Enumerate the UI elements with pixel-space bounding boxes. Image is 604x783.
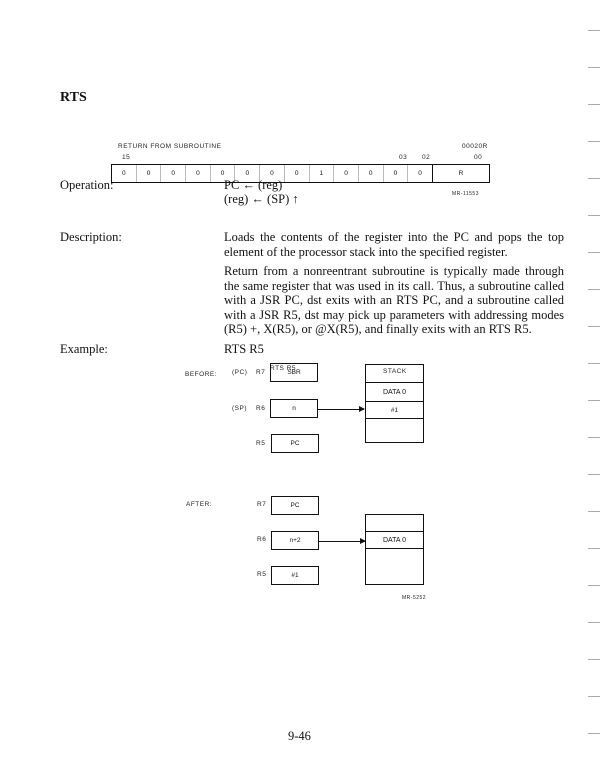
- margin-mark: [588, 474, 600, 475]
- after-label: AFTER:: [186, 501, 213, 508]
- margin-mark: [588, 363, 600, 364]
- stack-label: STACK: [383, 368, 407, 375]
- r7-label: R7: [256, 369, 266, 376]
- bit-label-00: 00: [474, 154, 483, 161]
- r6-label: R6: [256, 405, 266, 412]
- bit-label-03: 03: [399, 154, 408, 161]
- margin-mark: [588, 400, 600, 401]
- margin-mark: [588, 437, 600, 438]
- bit: 0: [285, 165, 310, 182]
- bit: 0: [112, 165, 137, 182]
- bit: 0: [384, 165, 409, 182]
- r6-label: R6: [257, 536, 267, 543]
- operation-line: (reg) ← (SP) ↑: [224, 192, 299, 206]
- example-text: RTS R5: [224, 342, 264, 356]
- before-label: BEFORE:: [185, 371, 218, 378]
- bit-label-02: 02: [422, 154, 431, 161]
- stack-cell: [366, 549, 423, 584]
- register-r6-after: n+2: [271, 531, 319, 550]
- operation-line: PC ← (reg): [224, 178, 283, 192]
- stack-cell: DATA 0: [366, 532, 423, 549]
- margin-mark: [588, 548, 600, 549]
- bit: 0: [137, 165, 162, 182]
- pointer-arrow: [319, 541, 365, 542]
- figure-id: MR-11553: [452, 191, 479, 197]
- margin-mark: [588, 659, 600, 660]
- margin-mark: [588, 585, 600, 586]
- figure-id: MR-5252: [402, 595, 427, 601]
- stack-before: [365, 364, 424, 443]
- description-paragraph: Return from a nonreentrant subroutine is typically made through the same register that was used in its call. Thus, a subroutine called with a JSR PC, dst exits with an RTS PC, and a subroutine called with a JSR R5, dst may pick up parameters with addressing modes (R5) +, X(R5), or @X(R5), and finally exits with an RTS R5.: [224, 264, 564, 336]
- margin-mark: [588, 67, 600, 68]
- stack-cell: [366, 419, 423, 442]
- margin-mark: [588, 511, 600, 512]
- r7-label: R7: [257, 501, 267, 508]
- margin-mark: [588, 215, 600, 216]
- bit-label-15: 15: [122, 154, 131, 161]
- diagram-caption: RTS R5: [270, 365, 296, 372]
- bit: 0: [211, 165, 236, 182]
- bit: 0: [260, 165, 285, 182]
- margin-mark: [588, 696, 600, 697]
- opcode: 00020R: [462, 143, 488, 150]
- page-number: 9-46: [288, 729, 311, 743]
- register-r6-before: n: [270, 399, 318, 418]
- margin-mark: [588, 622, 600, 623]
- operation-label: Operation:: [60, 178, 114, 192]
- instruction-title: RTS: [60, 90, 87, 105]
- register-r7-before: SBR: [270, 363, 318, 382]
- margin-mark: [588, 326, 600, 327]
- bit: 0: [186, 165, 211, 182]
- stack-cell: [366, 515, 423, 532]
- bit: 0: [359, 165, 384, 182]
- margin-mark: [588, 104, 600, 105]
- instruction-format-box: [111, 164, 490, 183]
- stack-cell: [366, 365, 423, 383]
- register-field: R: [432, 165, 489, 182]
- register-r5-before: PC: [271, 434, 319, 453]
- description-label: Description:: [60, 230, 122, 244]
- bit: 0: [235, 165, 260, 182]
- r5-label: R5: [256, 440, 266, 447]
- bit: 1: [310, 165, 335, 182]
- margin-mark: [588, 733, 600, 734]
- stack-cell: #1: [366, 402, 423, 419]
- margin-mark: [588, 30, 600, 31]
- bit: 0: [334, 165, 359, 182]
- sp-label: (SP): [232, 405, 247, 412]
- register-r5-after: #1: [271, 566, 319, 585]
- stack-cell: DATA 0: [366, 383, 423, 402]
- pointer-arrow: [318, 409, 364, 410]
- register-r7-after: PC: [271, 496, 319, 515]
- pc-label: (PC): [232, 369, 248, 376]
- margin-mark: [588, 252, 600, 253]
- example-label: Example:: [60, 342, 108, 356]
- margin-mark: [588, 289, 600, 290]
- bit: 0: [161, 165, 186, 182]
- description-paragraph: Loads the contents of the register into the PC and pops the top element of the processor stack into the specified register.: [224, 230, 564, 259]
- margin-mark: [588, 178, 600, 179]
- format-name: RETURN FROM SUBROUTINE: [118, 143, 222, 150]
- stack-after: [365, 514, 424, 585]
- bit: 0: [418, 170, 422, 177]
- margin-mark: [588, 141, 600, 142]
- r5-label: R5: [257, 571, 267, 578]
